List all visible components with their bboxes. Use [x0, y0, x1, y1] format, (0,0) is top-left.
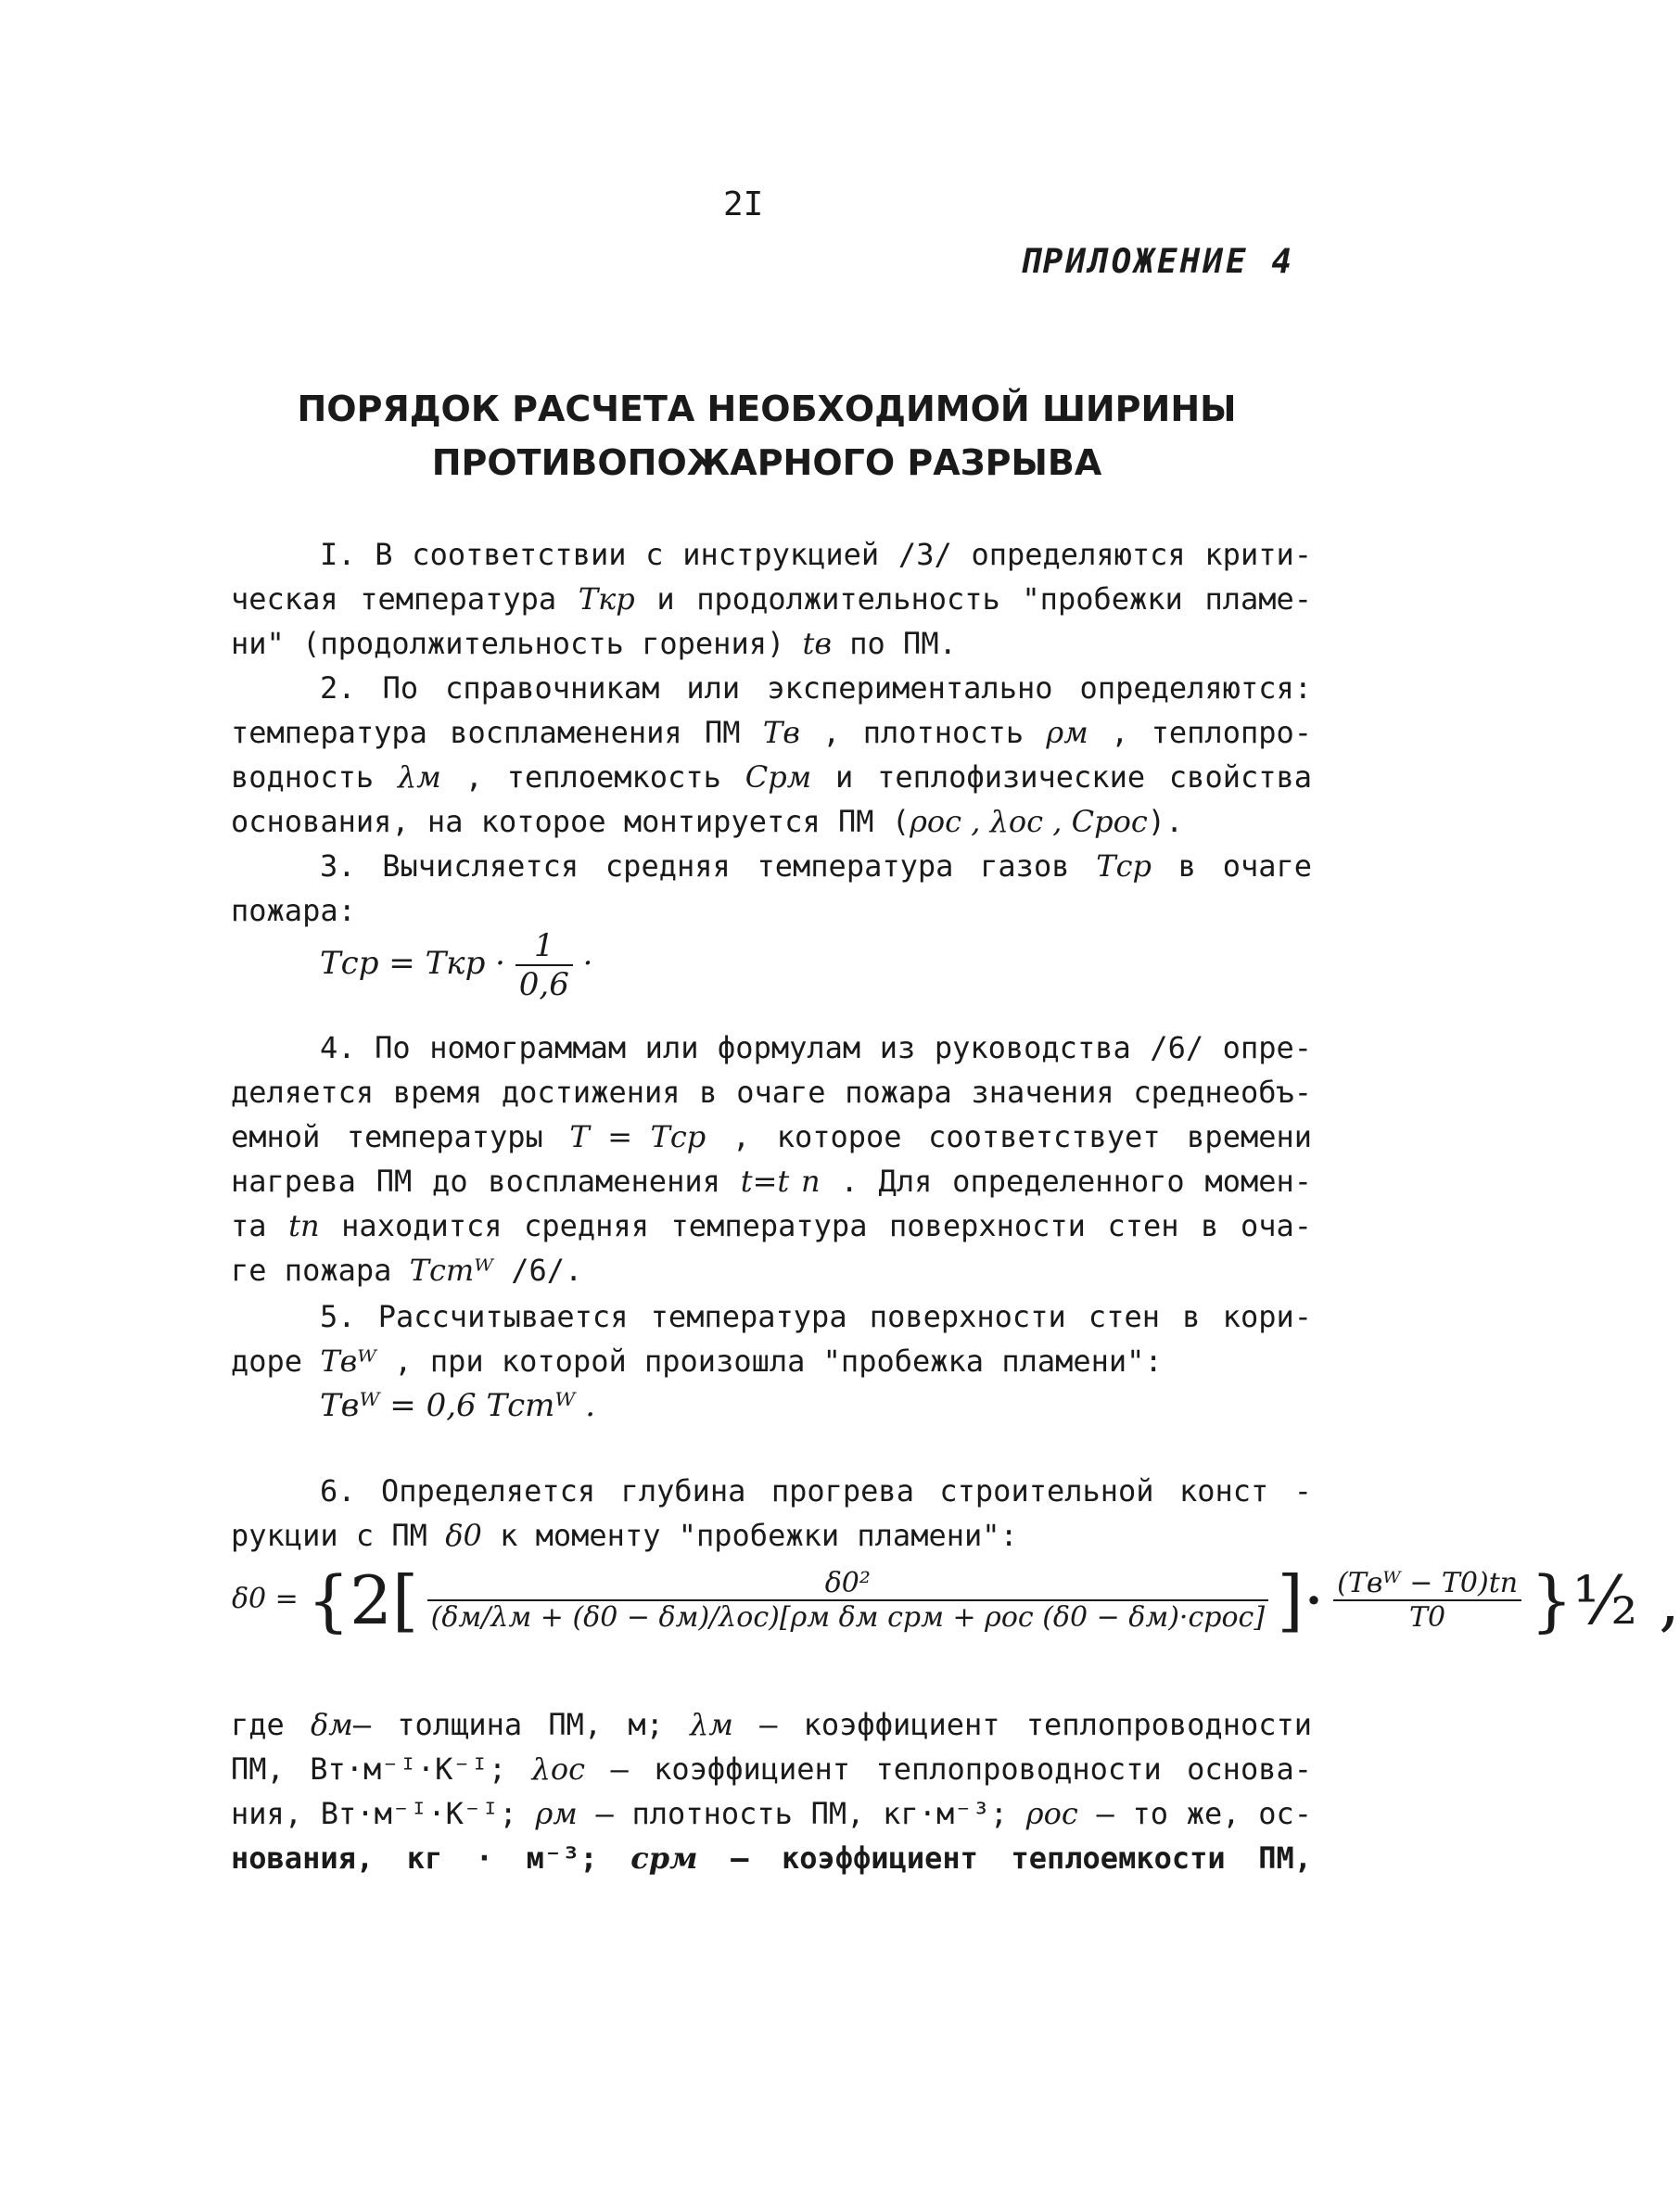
symbol: δ0: [445, 1518, 482, 1553]
symbol: λм: [397, 759, 441, 795]
symbol: Cрм: [745, 759, 812, 795]
text-line: пожара:: [231, 893, 356, 928]
text-line: 4. По номограммам или формулам из руководства /6/ опре-: [320, 1030, 1312, 1065]
text-line: доре Tвᵂ , при которой произошла "пробежка пламени":: [231, 1343, 1163, 1379]
text-line: емной температуры T = Tср , которое соответствует времени: [231, 1119, 1313, 1154]
fraction: $\frac{1}{0,6}$: [515, 927, 573, 1003]
page-number: 2I: [723, 185, 764, 223]
text-line: нагрева ПМ до воспламенения t=t п . Для определенного момен-: [231, 1164, 1313, 1199]
symbol: δм: [311, 1707, 353, 1742]
text-line: ПМ, Вт·м⁻ᴵ·К⁻ᴵ; λос – коэффициент теплопроводности основа-: [231, 1751, 1313, 1787]
text-line: нования, кг · м⁻³; cрм – коэффициент теплоемкости ПМ,: [231, 1840, 1313, 1876]
fraction: $\frac{\text{δ0²}}{\text{(δм/λм + (δ0 − δм)/λос)[ρм δм cрм + ρос (δ0 − δм)·cрос]}}$: [427, 1567, 1268, 1634]
text-line: 6. Определяется глубина прогрева строительной конст -: [320, 1473, 1312, 1509]
text-line: I. В соответствии с инструкцией /3/ определяются крити-: [320, 537, 1312, 572]
symbol: Tвᵂ: [320, 1343, 377, 1379]
formula-tw: Tвᵂ = 0,6 Tстᵂ .: [320, 1387, 596, 1424]
paragraph-4: [231, 1025, 1312, 1292]
symbol: Tстᵂ: [409, 1253, 493, 1288]
paragraph-3: [231, 844, 1312, 933]
paragraph-6: [231, 1469, 1312, 1558]
title-line-1: ПОРЯДОК РАСЧЕТА НЕОБХОДИМОЙ ШИРИНЫ: [297, 388, 1237, 429]
symbol: ρм: [535, 1796, 578, 1831]
appendix-label: ПРИЛОЖЕНИЕ 4: [1019, 243, 1294, 281]
symbol: Tв: [762, 715, 800, 750]
paragraph-2: [231, 666, 1312, 844]
text-line: ге пожара Tстᵂ /6/.: [231, 1253, 583, 1288]
title-line-2: ПРОТИВОПОЖАРНОГО РАЗРЫВА: [431, 442, 1102, 483]
symbol: ρос , λос , Cрос: [910, 804, 1148, 839]
text-line: основания, на которое монтируется ПМ (ρос , λос , Cрос).: [231, 804, 1184, 839]
text-line: 2. По справочникам или экспериментально определяются:: [320, 670, 1312, 706]
symbol: λм: [690, 1707, 733, 1742]
document-title: [232, 382, 1302, 490]
symbol: T = Tср: [569, 1119, 706, 1154]
text-line: деляется время достижения в очаге пожара значения среднеобъ-: [231, 1075, 1312, 1110]
text-line: 5. Рассчитывается температура поверхности стен в кори-: [320, 1299, 1312, 1334]
formula-delta0: δ0 = {2[ $\frac{\text{δ0²}}{\text{(δм/λм + (δ0 − δм)/λос)[ρм δм cрм + ρос (δ0 − δм)·cрос]}}$ ]· $\frac{\text{(Tвᵂ − T0)tп}}{T0}$ }½ ,: [232, 1561, 1680, 1639]
paragraph-1: [231, 532, 1312, 666]
symbol: Tкр: [578, 581, 635, 617]
symbol: ρм: [1046, 715, 1088, 750]
text-line: та tп находится средняя температура поверхности стен в оча-: [231, 1208, 1313, 1243]
text-line: температура воспламенения ПМ Tв , плотность ρм , теплопро-: [231, 715, 1313, 750]
symbol: λос: [531, 1751, 586, 1787]
paragraph-7: [231, 1702, 1312, 1880]
symbol: t=t п: [740, 1164, 821, 1199]
paragraph-5: [231, 1294, 1312, 1383]
text-line: рукции с ПМ δ0 к моменту "пробежки пламени":: [231, 1518, 1018, 1553]
symbol: tп: [288, 1208, 320, 1243]
text-line: 3. Вычисляется средняя температура газов Tср в очаге: [320, 848, 1313, 884]
text-line: ния, Вт·м⁻ᴵ·К⁻ᴵ; ρм – плотность ПМ, кг·м⁻³; ρос – то же, ос-: [231, 1796, 1313, 1831]
symbol: Tср: [1096, 848, 1152, 884]
symbol: ρос: [1025, 1796, 1078, 1831]
symbol: tв: [802, 626, 832, 661]
text-line: ни" (продолжительность горения) tв по ПМ.: [231, 626, 957, 661]
text-line: водность λм , теплоемкость Cрм и теплофизические свойства: [231, 759, 1313, 795]
text-line: ческая температура Tкр и продолжительность "пробежки пламе-: [231, 581, 1313, 617]
fraction: $\frac{\text{(Tвᵂ − T0)tп}}{T0}$: [1333, 1567, 1521, 1634]
formula-tcp: Tср = Tкр · $\frac{1}{0,6}$ ·: [320, 927, 593, 1003]
symbol: cрм: [630, 1840, 698, 1876]
text-line: где δм– толщина ПМ, м; λм – коэффициент теплопроводности: [231, 1707, 1313, 1742]
